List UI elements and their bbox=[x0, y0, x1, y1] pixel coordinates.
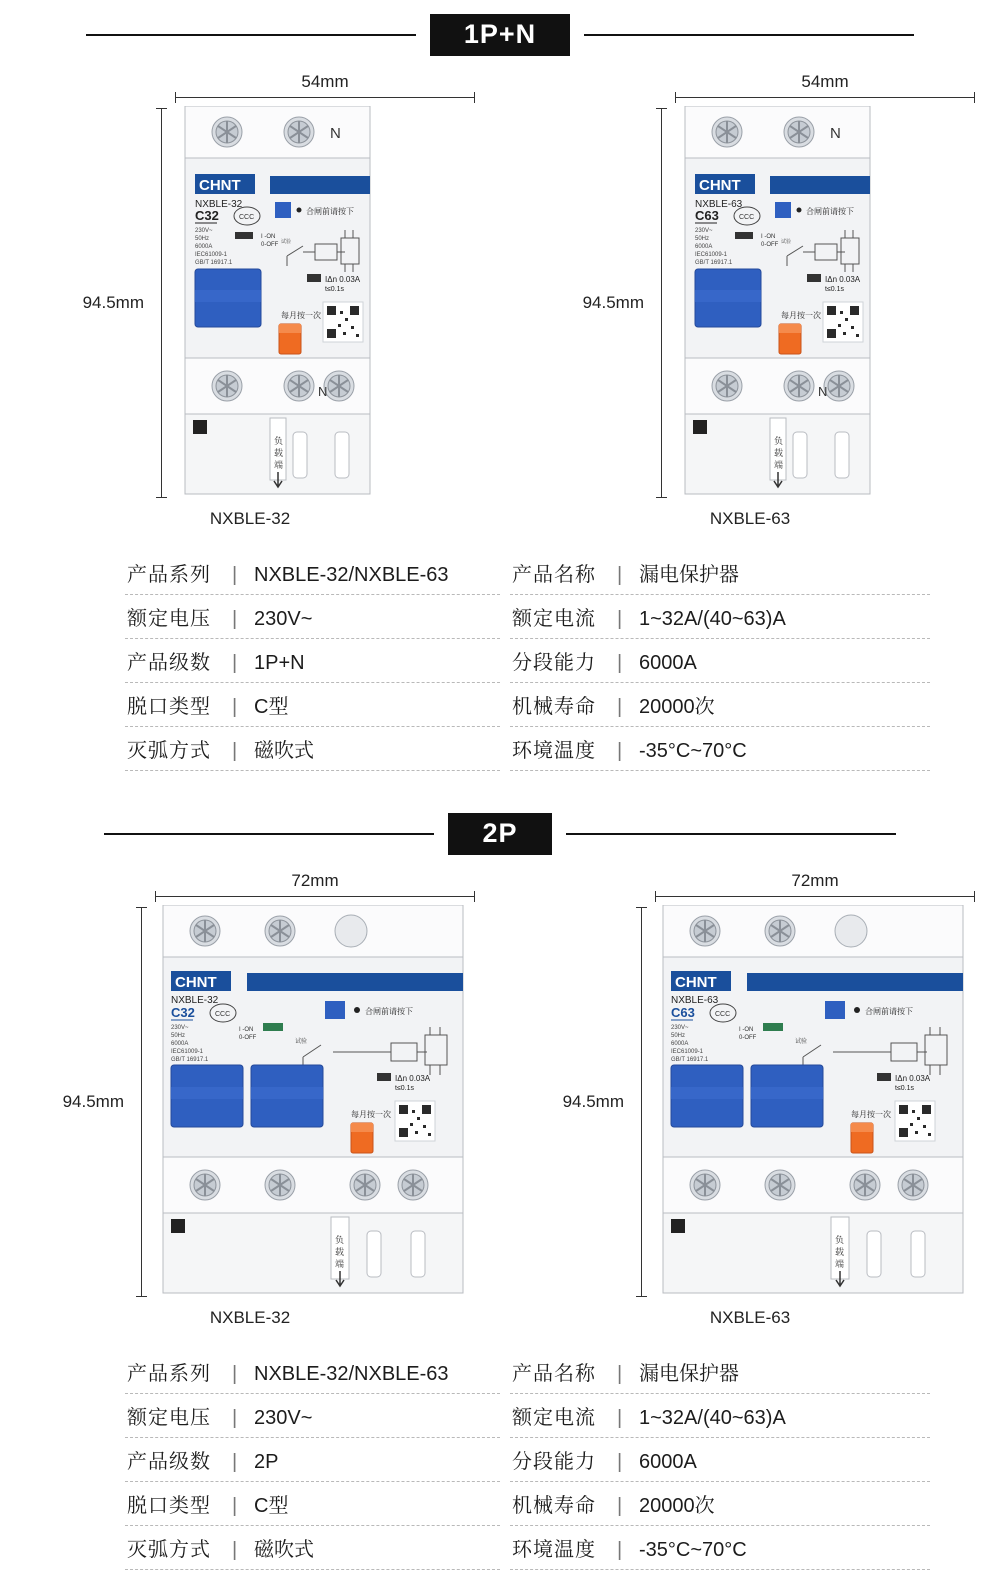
svg-text:CCC: CCC bbox=[739, 213, 755, 221]
spec-value: 1~32A/(40~63)A bbox=[639, 1406, 786, 1429]
spec-key: 灭弧方式 bbox=[127, 739, 211, 762]
spec-table-2p bbox=[0, 1328, 1000, 1580]
spec-separator: | bbox=[232, 607, 238, 630]
svg-text:50Hz: 50Hz bbox=[671, 1032, 686, 1039]
spec-separator: | bbox=[232, 651, 238, 674]
svg-text:I -ON: I -ON bbox=[239, 1026, 254, 1033]
svg-text:N: N bbox=[318, 383, 328, 399]
spec-separator: | bbox=[617, 1362, 623, 1385]
product-figure bbox=[0, 72, 500, 529]
svg-text:IEC61009-1: IEC61009-1 bbox=[671, 1048, 704, 1055]
spec-row bbox=[125, 1526, 500, 1570]
svg-text:合闸前请按下: 合闸前请按下 bbox=[806, 206, 854, 216]
spec-value: 1P+N bbox=[254, 651, 305, 674]
svg-text:每月按一次: 每月按一次 bbox=[281, 310, 321, 320]
spec-value: 1~32A/(40~63)A bbox=[639, 607, 786, 630]
svg-text:CCC: CCC bbox=[239, 213, 255, 221]
width-dimension bbox=[675, 72, 975, 106]
svg-text:负: 负 bbox=[835, 1234, 845, 1245]
svg-text:载: 载 bbox=[335, 1246, 345, 1257]
width-arrow-line bbox=[655, 892, 975, 901]
svg-text:0-OFF: 0-OFF bbox=[739, 1034, 757, 1041]
spec-separator: | bbox=[617, 651, 623, 674]
width-dimension-label: 54mm bbox=[301, 71, 349, 91]
breaker-svg bbox=[175, 106, 475, 496]
spec-key: 额定电流 bbox=[512, 607, 596, 630]
height-dimension-label: 94.5mm bbox=[82, 293, 144, 313]
spec-column-left bbox=[70, 1350, 500, 1570]
spec-row bbox=[125, 1482, 500, 1526]
spec-value: 20000次 bbox=[639, 1494, 715, 1517]
spec-row bbox=[510, 1350, 930, 1394]
spec-row bbox=[125, 551, 500, 595]
svg-text:GB/T 16917.1: GB/T 16917.1 bbox=[171, 1056, 209, 1063]
svg-text:t≤0.1s: t≤0.1s bbox=[325, 285, 345, 293]
height-dimension bbox=[25, 905, 155, 1300]
svg-text:N: N bbox=[818, 383, 828, 399]
svg-text:合闸前请按下: 合闸前请按下 bbox=[306, 206, 354, 216]
breaker-svg bbox=[655, 905, 975, 1295]
svg-text:6000A: 6000A bbox=[671, 1040, 689, 1047]
svg-text:230V~: 230V~ bbox=[195, 227, 213, 234]
spec-key: 灭弧方式 bbox=[127, 1538, 211, 1561]
breaker-with-height-dimension bbox=[25, 106, 475, 501]
spec-key: 环境温度 bbox=[512, 739, 596, 762]
svg-text:NXBLE-32: NXBLE-32 bbox=[195, 198, 243, 210]
breaker-image-nxble32-2p bbox=[155, 905, 475, 1300]
width-arrow-line bbox=[175, 93, 475, 102]
svg-text:每月按一次: 每月按一次 bbox=[781, 310, 821, 320]
svg-text:负: 负 bbox=[335, 1234, 345, 1245]
banner-rule-left bbox=[86, 34, 416, 36]
height-arrow-line bbox=[636, 907, 647, 1297]
spec-separator: | bbox=[617, 1450, 623, 1473]
spec-row bbox=[125, 1350, 500, 1394]
width-arrow-line bbox=[675, 93, 975, 102]
svg-text:端: 端 bbox=[835, 1258, 845, 1269]
spec-row bbox=[510, 1394, 930, 1438]
spec-key: 脱口类型 bbox=[127, 1494, 211, 1517]
svg-text:C63: C63 bbox=[671, 1004, 695, 1020]
breaker-svg bbox=[675, 106, 975, 496]
spec-value: C型 bbox=[254, 695, 289, 718]
svg-text:N: N bbox=[830, 124, 841, 142]
height-dimension bbox=[525, 905, 655, 1300]
height-dimension bbox=[25, 106, 175, 501]
spec-separator: | bbox=[617, 1538, 623, 1561]
svg-text:t≤0.1s: t≤0.1s bbox=[395, 1084, 415, 1092]
svg-text:IΔn 0.03A: IΔn 0.03A bbox=[325, 274, 361, 284]
svg-text:6000A: 6000A bbox=[195, 243, 213, 250]
spec-row bbox=[125, 595, 500, 639]
svg-text:IΔn 0.03A: IΔn 0.03A bbox=[395, 1073, 431, 1083]
spec-key: 产品系列 bbox=[127, 563, 211, 586]
svg-text:负: 负 bbox=[274, 435, 284, 446]
banner-label: 1P+N bbox=[430, 14, 570, 56]
section-banner bbox=[0, 799, 1000, 861]
svg-text:端: 端 bbox=[774, 459, 784, 470]
product-gallery bbox=[0, 861, 1000, 1328]
svg-text:50Hz: 50Hz bbox=[195, 235, 210, 242]
spec-value: 漏电保护器 bbox=[639, 1362, 739, 1385]
section-1pn bbox=[0, 0, 1000, 781]
height-arrow-line bbox=[156, 108, 167, 498]
svg-text:IEC61009-1: IEC61009-1 bbox=[171, 1048, 204, 1055]
spec-row bbox=[125, 1438, 500, 1482]
spec-value: -35°C~70°C bbox=[639, 1538, 747, 1561]
product-caption: NXBLE-63 bbox=[709, 1307, 791, 1327]
spec-separator: | bbox=[232, 1538, 238, 1561]
height-dimension-label: 94.5mm bbox=[62, 1092, 124, 1111]
spec-key: 分段能力 bbox=[512, 651, 596, 674]
svg-text:IΔn 0.03A: IΔn 0.03A bbox=[825, 274, 861, 284]
svg-text:NXBLE-32: NXBLE-32 bbox=[171, 994, 219, 1006]
svg-text:载: 载 bbox=[835, 1246, 845, 1257]
svg-text:GB/T 16917.1: GB/T 16917.1 bbox=[695, 259, 733, 266]
spec-value: 磁吹式 bbox=[254, 739, 314, 762]
svg-text:230V~: 230V~ bbox=[695, 227, 713, 234]
svg-text:负: 负 bbox=[774, 435, 784, 446]
spec-value: NXBLE-32/NXBLE-63 bbox=[254, 563, 449, 586]
spec-row bbox=[510, 1526, 930, 1570]
spec-key: 额定电流 bbox=[512, 1406, 596, 1429]
svg-text:230V~: 230V~ bbox=[171, 1024, 189, 1031]
spec-key: 额定电压 bbox=[127, 1406, 211, 1429]
product-caption: NXBLE-63 bbox=[709, 508, 791, 528]
spec-column-right bbox=[500, 551, 930, 771]
spec-value: -35°C~70°C bbox=[639, 739, 747, 762]
banner-rule-right bbox=[566, 833, 896, 835]
spec-row bbox=[510, 1438, 930, 1482]
spec-value: NXBLE-32/NXBLE-63 bbox=[254, 1362, 449, 1385]
svg-text:0-OFF: 0-OFF bbox=[761, 241, 779, 248]
svg-text:试验: 试验 bbox=[281, 238, 292, 245]
spec-key: 环境温度 bbox=[512, 1538, 596, 1561]
svg-text:CCC: CCC bbox=[715, 1010, 731, 1018]
spec-value: 6000A bbox=[639, 1450, 697, 1473]
spec-separator: | bbox=[232, 563, 238, 586]
spec-separator: | bbox=[232, 1362, 238, 1385]
spec-value: 2P bbox=[254, 1450, 279, 1473]
spec-key: 产品系列 bbox=[127, 1362, 211, 1385]
breaker-image-nxble32-1pn bbox=[175, 106, 475, 501]
spec-value: 230V~ bbox=[254, 1406, 313, 1429]
svg-text:端: 端 bbox=[274, 459, 284, 470]
svg-text:IEC61009-1: IEC61009-1 bbox=[695, 251, 728, 258]
width-dimension-label: 54mm bbox=[801, 71, 849, 91]
svg-text:C32: C32 bbox=[195, 207, 219, 223]
height-dimension-label: 94.5mm bbox=[562, 1092, 624, 1111]
breaker-with-height-dimension bbox=[525, 905, 975, 1300]
svg-text:6000A: 6000A bbox=[171, 1040, 189, 1047]
spec-row bbox=[510, 639, 930, 683]
spec-row bbox=[125, 639, 500, 683]
product-figure bbox=[500, 72, 1000, 529]
svg-text:t≤0.1s: t≤0.1s bbox=[825, 285, 845, 293]
spec-separator: | bbox=[232, 1406, 238, 1429]
svg-text:0-OFF: 0-OFF bbox=[239, 1034, 257, 1041]
section-banner bbox=[0, 0, 1000, 62]
product-caption: NXBLE-32 bbox=[209, 508, 291, 528]
spec-key: 机械寿命 bbox=[512, 1494, 596, 1517]
spec-row bbox=[510, 683, 930, 727]
spec-key: 分段能力 bbox=[512, 1450, 596, 1473]
spec-key: 产品级数 bbox=[127, 1450, 211, 1473]
width-dimension bbox=[175, 72, 475, 106]
svg-text:载: 载 bbox=[274, 447, 284, 458]
svg-text:N: N bbox=[330, 124, 341, 142]
height-arrow-line bbox=[656, 108, 667, 498]
svg-text:CCC: CCC bbox=[215, 1010, 231, 1018]
svg-text:I -ON: I -ON bbox=[761, 233, 776, 240]
svg-text:端: 端 bbox=[335, 1258, 345, 1269]
width-dimension-label: 72mm bbox=[791, 870, 839, 890]
spec-value: 230V~ bbox=[254, 607, 313, 630]
banner-rule-right bbox=[584, 34, 914, 36]
spec-value: 6000A bbox=[639, 651, 697, 674]
height-dimension bbox=[525, 106, 675, 501]
spec-key: 额定电压 bbox=[127, 607, 211, 630]
svg-text:CHNT: CHNT bbox=[199, 176, 241, 194]
product-caption: NXBLE-32 bbox=[209, 1307, 291, 1327]
svg-text:t≤0.1s: t≤0.1s bbox=[895, 1084, 915, 1092]
svg-text:C32: C32 bbox=[171, 1004, 195, 1020]
svg-text:载: 载 bbox=[774, 447, 784, 458]
spec-value: 20000次 bbox=[639, 695, 715, 718]
spec-separator: | bbox=[617, 1494, 623, 1517]
svg-text:230V~: 230V~ bbox=[671, 1024, 689, 1031]
section-2p bbox=[0, 799, 1000, 1580]
spec-key: 产品级数 bbox=[127, 651, 211, 674]
svg-text:CHNT: CHNT bbox=[675, 973, 717, 991]
svg-text:试验: 试验 bbox=[795, 1038, 808, 1045]
height-dimension-label: 94.5mm bbox=[582, 293, 644, 313]
svg-text:CHNT: CHNT bbox=[699, 176, 741, 194]
spec-separator: | bbox=[232, 1494, 238, 1517]
spec-key: 产品名称 bbox=[512, 1362, 596, 1385]
svg-text:6000A: 6000A bbox=[695, 243, 713, 250]
svg-text:C63: C63 bbox=[695, 207, 719, 223]
width-dimension bbox=[155, 871, 475, 905]
spec-separator: | bbox=[617, 695, 623, 718]
breaker-image-nxble63-2p bbox=[655, 905, 975, 1300]
svg-text:每月按一次: 每月按一次 bbox=[851, 1109, 891, 1119]
svg-text:GB/T 16917.1: GB/T 16917.1 bbox=[195, 259, 233, 266]
banner-rule-left bbox=[104, 833, 434, 835]
svg-text:I -ON: I -ON bbox=[739, 1026, 754, 1033]
breaker-svg bbox=[155, 905, 475, 1295]
width-dimension-label: 72mm bbox=[291, 870, 339, 890]
svg-text:合闸前请按下: 合闸前请按下 bbox=[365, 1006, 413, 1016]
breaker-image-nxble63-1pn bbox=[675, 106, 975, 501]
spec-key: 脱口类型 bbox=[127, 695, 211, 718]
svg-text:NXBLE-63: NXBLE-63 bbox=[695, 198, 743, 210]
spec-table-1pn bbox=[0, 529, 1000, 781]
spec-row bbox=[125, 683, 500, 727]
spec-value: 磁吹式 bbox=[254, 1538, 314, 1561]
spec-separator: | bbox=[617, 607, 623, 630]
svg-text:50Hz: 50Hz bbox=[171, 1032, 186, 1039]
spec-row bbox=[125, 1394, 500, 1438]
spec-key: 机械寿命 bbox=[512, 695, 596, 718]
width-dimension bbox=[655, 871, 975, 905]
spec-separator: | bbox=[617, 739, 623, 762]
spec-separator: | bbox=[232, 1450, 238, 1473]
spec-column-right bbox=[500, 1350, 930, 1570]
height-arrow-line bbox=[136, 907, 147, 1297]
svg-text:合闸前请按下: 合闸前请按下 bbox=[865, 1006, 913, 1016]
svg-text:50Hz: 50Hz bbox=[695, 235, 710, 242]
spec-row bbox=[510, 595, 930, 639]
spec-row bbox=[510, 1482, 930, 1526]
svg-text:IEC61009-1: IEC61009-1 bbox=[195, 251, 228, 258]
svg-text:每月按一次: 每月按一次 bbox=[351, 1109, 391, 1119]
product-gallery bbox=[0, 62, 1000, 529]
spec-separator: | bbox=[232, 695, 238, 718]
product-figure bbox=[500, 871, 1000, 1328]
spec-key: 产品名称 bbox=[512, 563, 596, 586]
svg-text:试验: 试验 bbox=[781, 238, 792, 245]
breaker-with-height-dimension bbox=[525, 106, 975, 501]
spec-row bbox=[510, 551, 930, 595]
svg-text:CHNT: CHNT bbox=[175, 973, 217, 991]
spec-row bbox=[125, 727, 500, 771]
breaker-with-height-dimension bbox=[25, 905, 475, 1300]
spec-separator: | bbox=[232, 739, 238, 762]
banner-label: 2P bbox=[448, 813, 551, 855]
spec-value: 漏电保护器 bbox=[639, 563, 739, 586]
spec-column-left bbox=[70, 551, 500, 771]
spec-value: C型 bbox=[254, 1494, 289, 1517]
product-figure bbox=[0, 871, 500, 1328]
svg-text:试验: 试验 bbox=[295, 1038, 308, 1045]
svg-text:NXBLE-63: NXBLE-63 bbox=[671, 994, 719, 1006]
svg-text:0-OFF: 0-OFF bbox=[261, 241, 279, 248]
spec-separator: | bbox=[617, 563, 623, 586]
svg-text:I -ON: I -ON bbox=[261, 233, 276, 240]
svg-text:GB/T 16917.1: GB/T 16917.1 bbox=[671, 1056, 709, 1063]
svg-text:IΔn 0.03A: IΔn 0.03A bbox=[895, 1073, 931, 1083]
spec-separator: | bbox=[617, 1406, 623, 1429]
spec-row bbox=[510, 727, 930, 771]
width-arrow-line bbox=[155, 892, 475, 901]
